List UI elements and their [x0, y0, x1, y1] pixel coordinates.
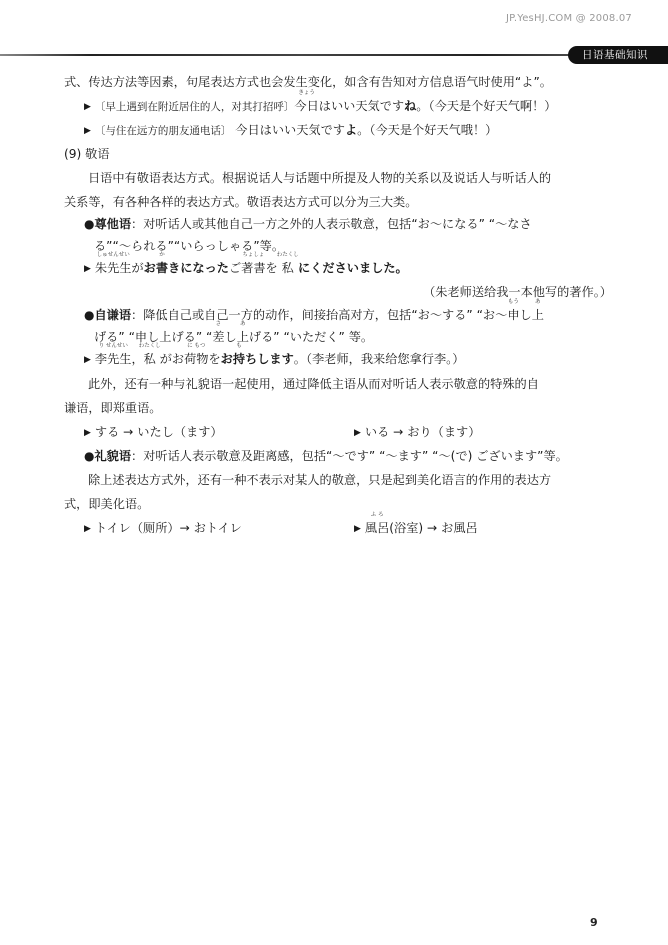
example-context: 〔与住在远方的朋友通电话〕: [94, 125, 232, 137]
paragraph-line: 除上述表达方式外，还有一种不表示对某人的敬意，只是起到美化语言的作用的表达方: [88, 473, 552, 487]
example-1: ▶ 〔早上遇到在附近居住的人，对其打招呼〕今日 きょう はいい天気ですね。（今天是个好天气啊！）: [84, 90, 557, 113]
paragraph-line: る”“～られる”“いらっしゃる”等。: [94, 239, 285, 253]
section-heading: (9) 敬语: [64, 147, 110, 161]
triangle-bullet-icon: ▶: [84, 126, 91, 136]
sonkeigo-example: ▶ 朱先生 しゅせんせい がお書 か きになったご著書 ちょしょ を 私 わたくし にくださいました。: [84, 252, 408, 275]
triangle-bullet-icon: ▶: [84, 524, 91, 534]
paragraph-line: 式，即美化语。: [64, 497, 150, 511]
teineigo-definition: ●礼貌语：对听话人表示敬意及距离感，包括“～です” “～ます” “～(で) ございます”等。: [84, 449, 568, 463]
bikago-examples: [84, 512, 604, 537]
triangle-bullet-icon: ▶: [84, 428, 91, 438]
header-rule: [0, 54, 600, 56]
teichougo-examples: [84, 424, 604, 441]
example-item: ▶ いる → おり（ます）: [354, 425, 481, 439]
paragraph-line: 关系等，有各种各样的表达方式。敬语表达方式可以分为三大类。: [64, 195, 418, 209]
dot-bullet-icon: ●: [84, 449, 95, 463]
kenjougo-example: ▶ 李先生 り せんせい ，私 わたくし がお荷物 に もつ をお持 も ちします。（李老师，我来给您拿行李。）: [84, 343, 465, 366]
paragraph-line: 谦语，即郑重语。: [64, 401, 162, 415]
watermark: JP.YesHJ.COM @ 2008.07: [506, 13, 632, 24]
dot-bullet-icon: ●: [84, 217, 95, 231]
triangle-bullet-icon: ▶: [84, 264, 91, 274]
triangle-bullet-icon: ▶: [84, 355, 91, 365]
example-translation: （朱老师送给我一本他写的著作。）: [423, 285, 612, 299]
triangle-bullet-icon: ▶: [354, 428, 361, 438]
paragraph-line: 日语中有敬语表达方式。根据说话人与话题中所提及人物的关系以及说话人与听话人的: [88, 171, 552, 185]
paragraph-line: げる” “申し上げる” “差 さ し上 あ げる” “いただく” 等。: [94, 321, 374, 344]
dot-bullet-icon: ●: [84, 308, 95, 322]
term-label: 自谦语: [94, 308, 132, 322]
example-item: ▶ 風呂 ふ ろ (浴室) → お風呂: [354, 512, 478, 535]
ruby: 今日 きょう: [294, 90, 319, 113]
paragraph-line: 此外，还有一种与礼貌语一起使用，通过降低主语从而对听话人表示敬意的特殊的自: [88, 377, 539, 391]
sonkeigo-definition: ●尊他语：对听话人或其他自己一方之外的人表示敬意，包括“お～になる” “～なさ: [84, 217, 532, 231]
example-translation: （李老师，我来给您拿行李。）: [305, 352, 465, 366]
kenjougo-definition: ●自谦语：降低自己或自己一方的动作，间接抬高对方，包括“お～する” “お～申 もう し上 あ: [84, 299, 544, 322]
example-translation: （今天是个好天气啊！）: [428, 99, 557, 113]
section-badge: 日语基础知识: [568, 46, 668, 64]
example-item: ▶ する → いたし（ます）: [84, 425, 223, 439]
paragraph-line: 式、传达方法等因素，句尾表达方式也会发生变化，如含有告知对方信息语气时使用“よ”。: [64, 75, 552, 89]
triangle-bullet-icon: ▶: [354, 524, 361, 534]
page-number: 9: [590, 916, 598, 929]
example-translation: （今天是个好天气哦！）: [369, 123, 498, 137]
term-label: 尊他语: [94, 217, 132, 231]
term-label: 礼貌语: [94, 449, 132, 463]
example-item: ▶ トイレ（厕所）→ おトイレ: [84, 521, 242, 535]
example-2: ▶ 〔与住在远方的朋友通电话〕 今日はいい天気ですよ。（今天是个好天气哦！）: [84, 123, 498, 137]
triangle-bullet-icon: ▶: [84, 102, 91, 112]
example-context: 〔早上遇到在附近居住的人，对其打招呼〕: [94, 101, 295, 113]
